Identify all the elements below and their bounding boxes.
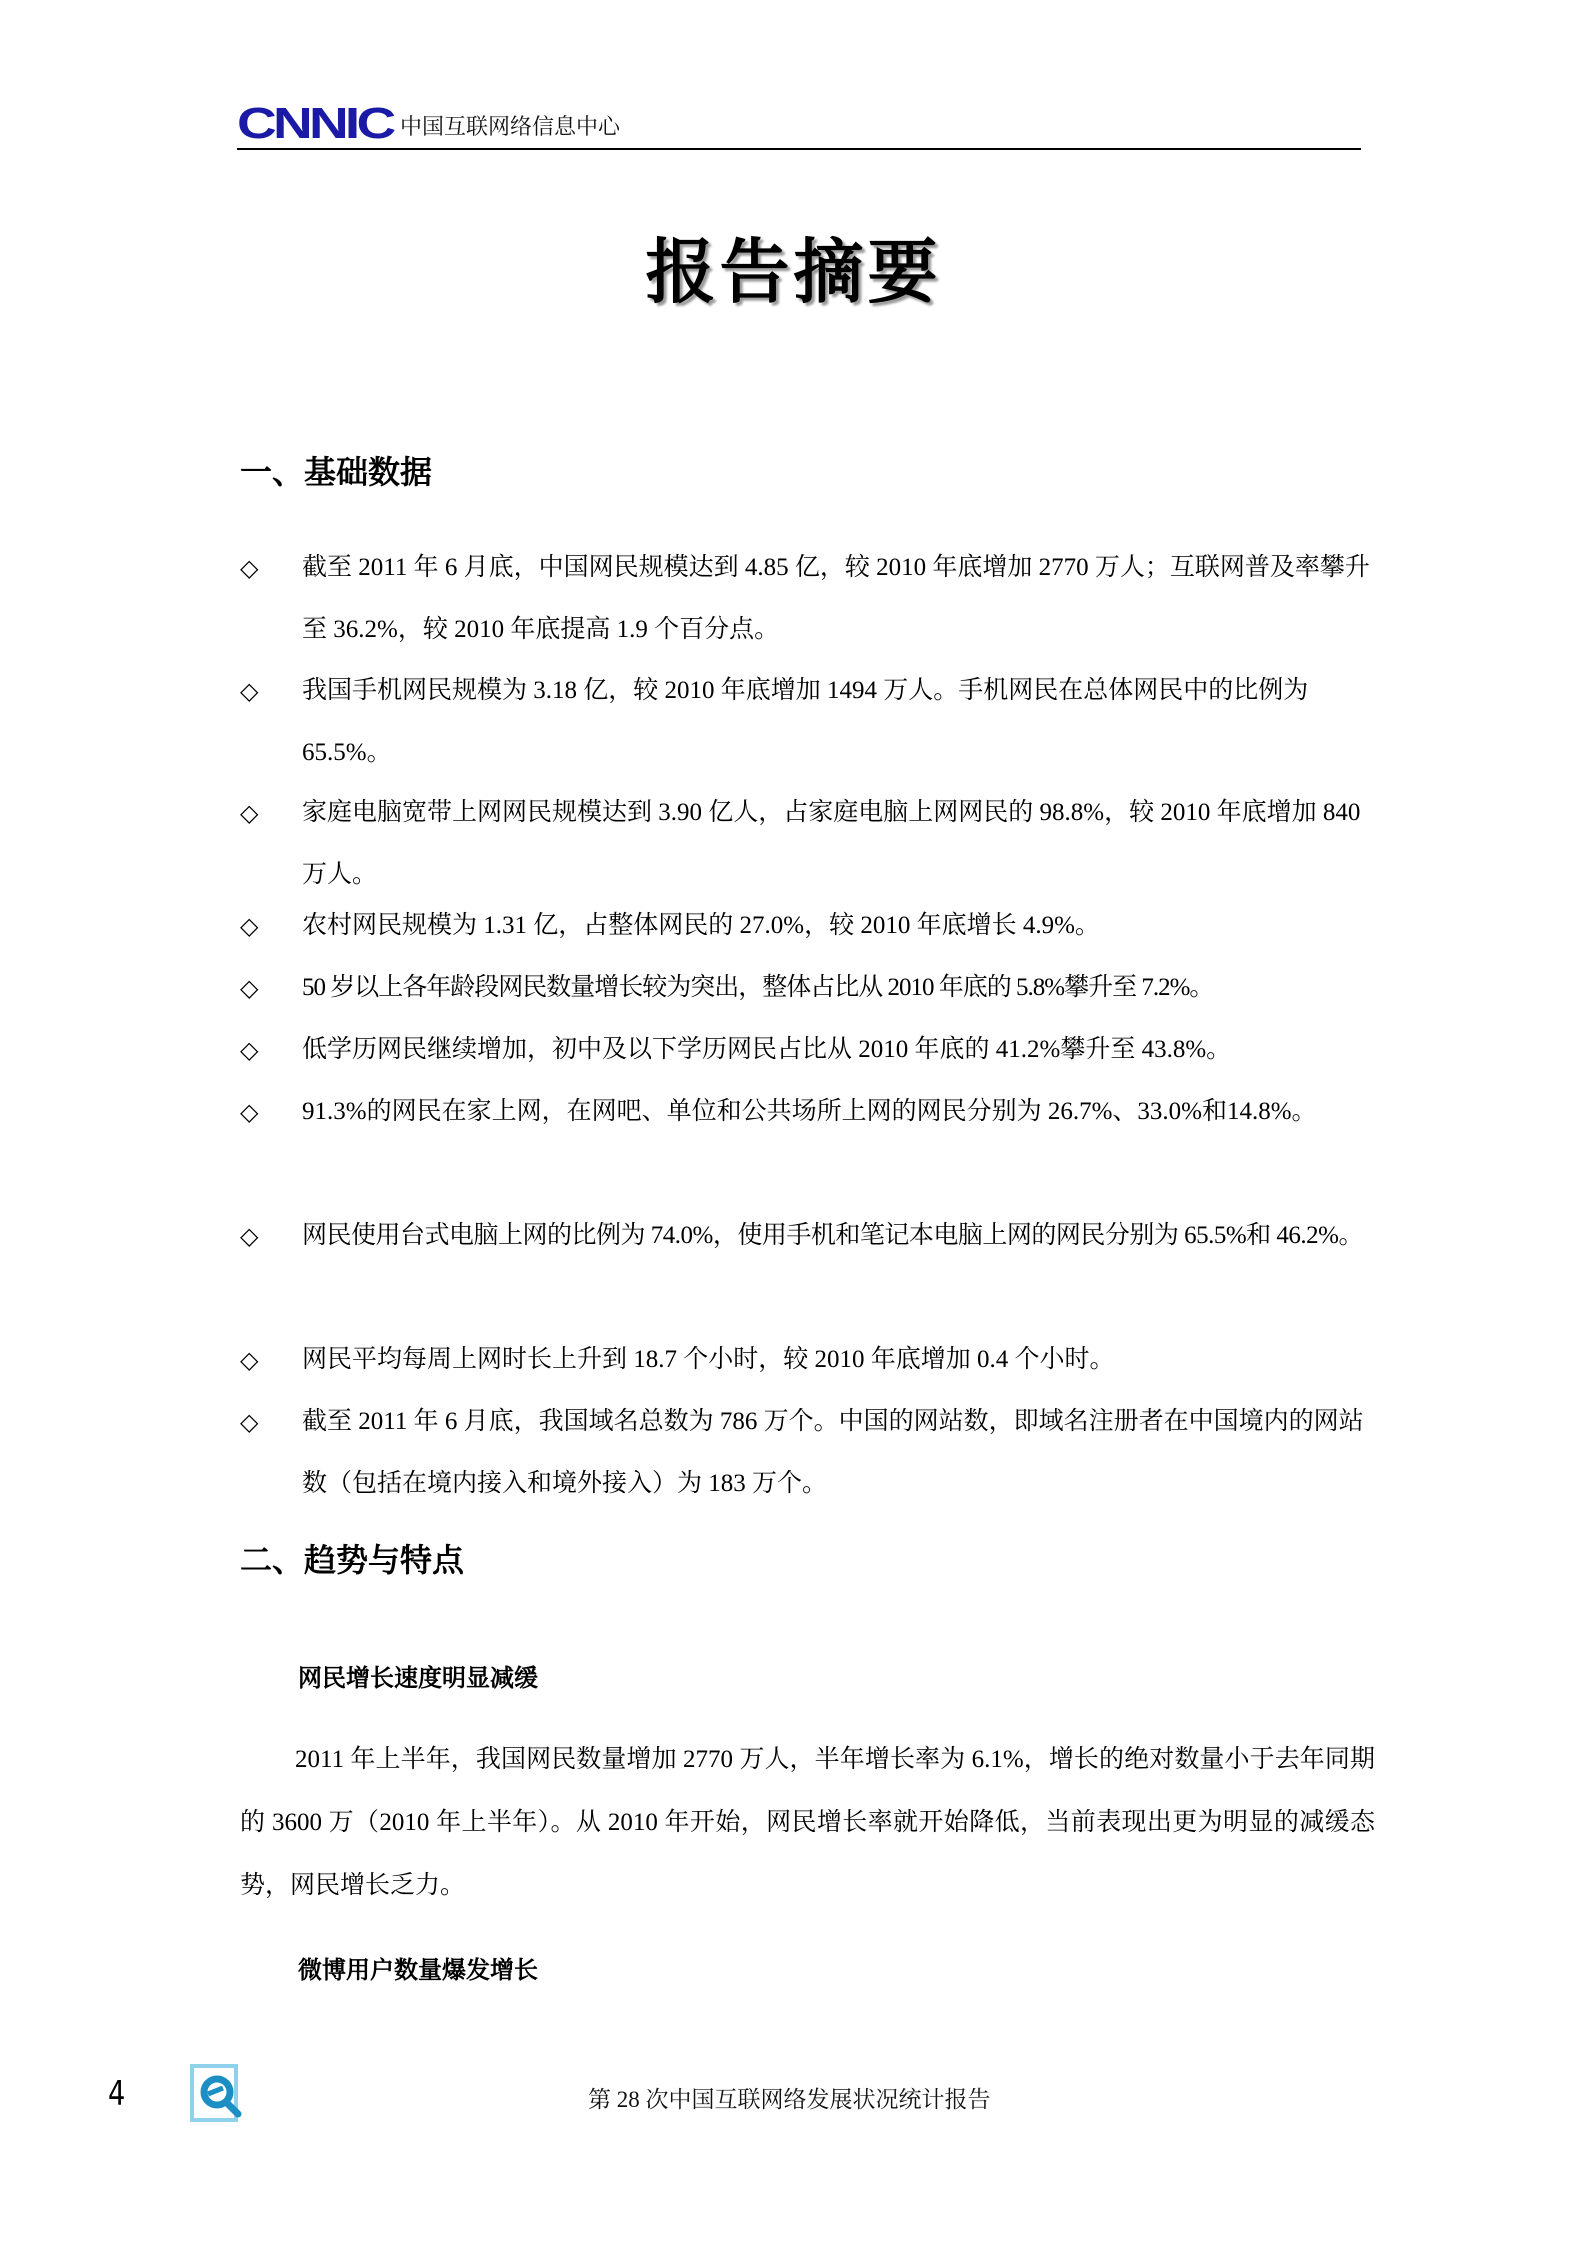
list-item <box>240 1338 1380 1388</box>
list-item-text: 我国手机网民规模为 3.18 亿，较 2010 年底增加 1494 万人。手机网民在总体网民中的比例为 65.5%。 <box>302 677 1309 766</box>
diamond-bullet-icon: ◇ <box>240 974 259 1002</box>
section-heading-trends: 二、趋势与特点 <box>240 1541 465 1579</box>
diamond-bullet-icon: ◇ <box>240 554 259 582</box>
page-header <box>237 99 1361 150</box>
list-item <box>240 1028 1380 1078</box>
subheading-growth-slowdown: 网民增长速度明显减缓 <box>298 1664 538 1692</box>
list-item-text: 50 岁以上各年龄段网民数量增长较为突出，整体占比从 2010 年底的 5.8%攀升至 7.2%。 <box>302 974 1214 1001</box>
page-title: 报告摘要 <box>645 230 942 313</box>
diamond-bullet-icon: ◇ <box>240 912 259 940</box>
list-item <box>240 1214 1380 1314</box>
diamond-bullet-icon: ◇ <box>240 1036 259 1064</box>
section-heading-basic-data: 一、基础数据 <box>240 453 433 491</box>
diamond-bullet-icon: ◇ <box>240 799 259 827</box>
list-item <box>240 904 1380 954</box>
paragraph-growth-slowdown: 2011 年上半年，我国网民数量增加 2770 万人，半年增长率为 6.1%，增长的绝对数量小于去年同期的 3600 万（2010 年上半年）。从 2010 年开始，网民增长率就开始降低，当前表现出更为明显的减缓态势，网民增长乏力。 <box>240 1746 1375 1899</box>
list-item-text: 低学历网民继续增加，初中及以下学历网民占比从 2010 年底的 41.2%攀升至 43.8%。 <box>302 1036 1232 1063</box>
list-item-text: 91.3%的网民在家上网，在网吧、单位和公共场所上网的网民分别为 26.7%、33.0%和14.8%。 <box>302 1098 1317 1125</box>
list-item-text: 网民平均每周上网时长上升到 18.7 个小时，较 2010 年底增加 0.4 个小时。 <box>302 1346 1115 1373</box>
list-item-text: 网民使用台式电脑上网的比例为 74.0%，使用手机和笔记本电脑上网的网民分别为 65.5%和 46.2%。 <box>302 1222 1363 1249</box>
org-name: 中国互联网络信息中心 <box>400 114 621 139</box>
list-item-text: 截至 2011 年 6 月底，我国域名总数为 786 万个。中国的网站数，即域名注册者在中国境内的网站数（包括在境内接入和境外接入）为 183 万个。 <box>302 1408 1364 1497</box>
diamond-bullet-icon: ◇ <box>240 1408 259 1436</box>
page-number: 4 <box>108 2074 126 2114</box>
diamond-bullet-icon: ◇ <box>240 1346 259 1374</box>
list-item <box>240 546 1380 646</box>
list-item-text: 截至 2011 年 6 月底，中国网民规模达到 4.85 亿，较 2010 年底增加 2770 万人；互联网普及率攀升至 36.2%，较 2010 年底提高 1.9 个百分点。 <box>302 554 1370 643</box>
list-item <box>240 966 1380 1016</box>
report-title: 第 28 次中国互联网络发展状况统计报告 <box>588 2087 991 2112</box>
list-item <box>240 1090 1380 1190</box>
list-item-text: 农村网民规模为 1.31 亿，占整体网民的 27.0%，较 2010 年底增长 4.9%。 <box>302 912 1100 939</box>
list-item-text: 家庭电脑宽带上网网民规模达到 3.90 亿人，占家庭电脑上网网民的 98.8%，较 2010 年底增加 840 万人。 <box>302 799 1361 888</box>
diamond-bullet-icon: ◇ <box>240 1222 259 1250</box>
list-item <box>240 669 1380 769</box>
page-footer <box>0 2060 1587 2140</box>
header-divider <box>237 148 1361 150</box>
cnnic-logo: CNNIC <box>237 99 393 148</box>
cnnic-e-search-icon <box>190 2064 252 2122</box>
list-item <box>240 791 1380 891</box>
subheading-weibo-growth: 微博用户数量爆发增长 <box>298 1956 538 1984</box>
diamond-bullet-icon: ◇ <box>240 1098 259 1126</box>
list-item <box>240 1400 1380 1500</box>
diamond-bullet-icon: ◇ <box>240 677 259 705</box>
